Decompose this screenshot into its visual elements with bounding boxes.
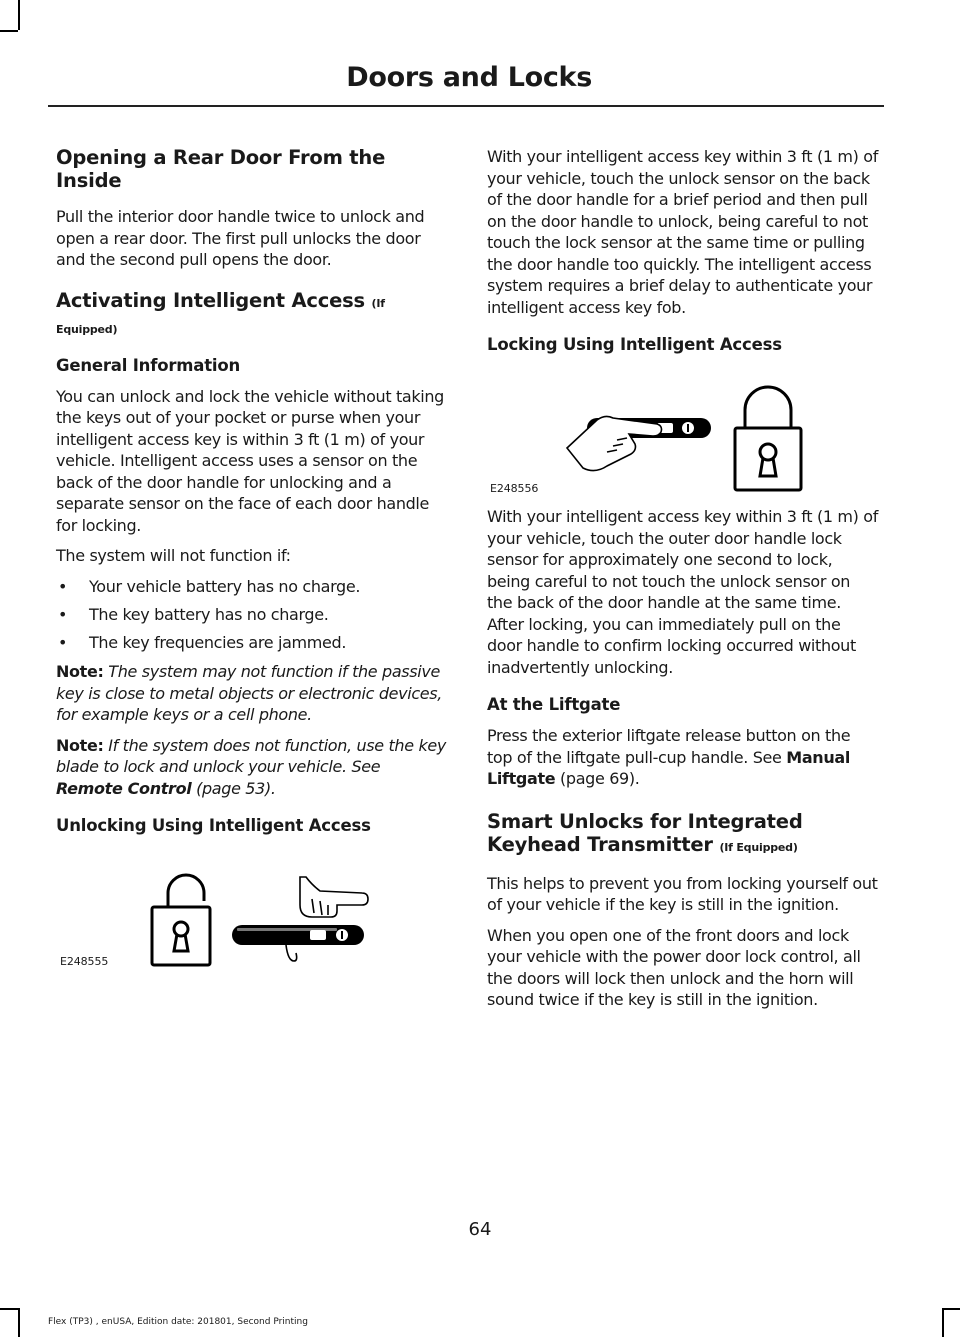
- note-label: Note:: [56, 735, 104, 755]
- paragraph-smart-unlocks-2: When you open one of the front doors and lock your vehicle with the power door lock control, all the doors will lock then unlock and the horn will sound twice if the key is still in the ignition.: [487, 925, 861, 1009]
- note-key-blade: [56, 735, 448, 800]
- lock-illustration: [487, 374, 879, 492]
- crop-mark: [0, 1308, 18, 1310]
- page-reference: (page 69).: [560, 769, 640, 788]
- paragraph-unlock-instructions: With your intelligent access key within 3 ft (1 m) of your vehicle, touch the unlock sensor on the back of the door handle for a brief period and then pull on the door handle to unlock, being careful to not touch the lock sensor at the same time or pulling the door handle too quickly. The intelligent access system requires a brief delay to authenticate your intelligent access key fob.: [487, 147, 878, 317]
- crop-mark: [0, 30, 18, 32]
- note-text: The system may not function if the passive key is close to metal objects or electronic devices, for example keys or a cell phone.: [56, 662, 443, 724]
- remote-control-link[interactable]: Remote Control: [56, 778, 192, 798]
- crop-mark: [18, 0, 20, 30]
- crop-mark: [942, 1308, 960, 1310]
- heading-activating-intelligent-access: [56, 289, 448, 341]
- right-column: [487, 146, 879, 1020]
- crop-mark: [942, 1308, 944, 1337]
- hand-touch-icon: [286, 877, 368, 961]
- note-label: Note:: [56, 662, 104, 681]
- heading-at-the-liftgate: At the Liftgate: [487, 695, 621, 714]
- door-handle-icon: [232, 925, 364, 945]
- heading-activating-text: Activating Intelligent Access: [56, 288, 365, 312]
- manual-liftgate-link[interactable]: Manual Liftgate: [487, 747, 850, 788]
- figure-unlocking: [56, 865, 448, 975]
- heading-smart-unlocks: [487, 810, 879, 859]
- heading-opening-rear-door: Opening a Rear Door From the Inside: [56, 146, 386, 192]
- page-number: 64: [468, 1219, 492, 1240]
- figure-code-lock: E248556: [490, 482, 539, 495]
- page-title: Doors and Locks: [346, 62, 592, 93]
- paragraph-smart-unlocks-1: This helps to prevent you from locking yourself out of your vehicle if the key is still in the ignition.: [487, 873, 878, 914]
- note-metal-objects: [56, 661, 448, 726]
- locked-padlock-icon: [735, 387, 801, 490]
- left-column: [56, 146, 448, 989]
- header-divider: [48, 105, 884, 107]
- heading-locking: Locking Using Intelligent Access: [487, 335, 782, 354]
- liftgate-text: Press the exterior liftgate release button on the top of the liftgate pull-cup handle. See: [487, 726, 851, 767]
- paragraph-liftgate: [487, 725, 879, 790]
- unlocked-padlock-icon: [152, 875, 210, 965]
- list-item: • The key frequencies are jammed.: [56, 632, 448, 654]
- page-reference: (page 53).: [196, 778, 276, 798]
- paragraph-general: You can unlock and lock the vehicle without taking the keys out of your pocket or purse when your intelligent access key is within 3 ft (1 m) of your vehicle. Intelligent access uses a sensor on the back of the door handle for unlocking and a separate sensor on the face of each door handle for locking.: [56, 386, 444, 535]
- figure-code-unlock: E248555: [60, 955, 109, 968]
- hand-touch-icon: [567, 416, 662, 470]
- if-equipped-label: (If Equipped): [56, 296, 385, 336]
- list-item: • Your vehicle battery has no charge.: [56, 576, 448, 598]
- if-equipped-label: (If Equipped): [719, 840, 798, 854]
- edition-info: Flex (TP3) , enUSA, Edition date: 201801, Second Printing: [48, 1317, 308, 1327]
- crop-mark: [18, 1308, 20, 1337]
- conditions-list: [56, 576, 448, 654]
- paragraph-opening: Pull the interior door handle twice to unlock and open a rear door. The first pull unlocks the door and the second pull opens the door.: [56, 207, 425, 269]
- heading-smart-unlocks-text: Smart Unlocks for Integrated Keyhead Transmitter: [487, 809, 803, 856]
- list-item: • The key battery has no charge.: [56, 604, 448, 626]
- note-text: If the system does not function, use the key blade to lock and unlock your vehicle. See: [56, 735, 446, 776]
- figure-locking: [487, 374, 879, 495]
- heading-general-information: General Information: [56, 355, 241, 375]
- heading-unlocking: Unlocking Using Intelligent Access: [56, 816, 371, 835]
- unlock-illustration: [56, 865, 448, 975]
- paragraph-lock-instructions: With your intelligent access key within 3 ft (1 m) of your vehicle, touch the outer door handle lock sensor for approximately one second to lock, being careful to not touch the unlock sensor on the back of the door handle at the same time. After locking, you can immediately pull on the door handle to confirm locking occurred without inadvertently unlocking.: [487, 507, 878, 677]
- paragraph-system-conditions: The system will not function if:: [56, 546, 291, 565]
